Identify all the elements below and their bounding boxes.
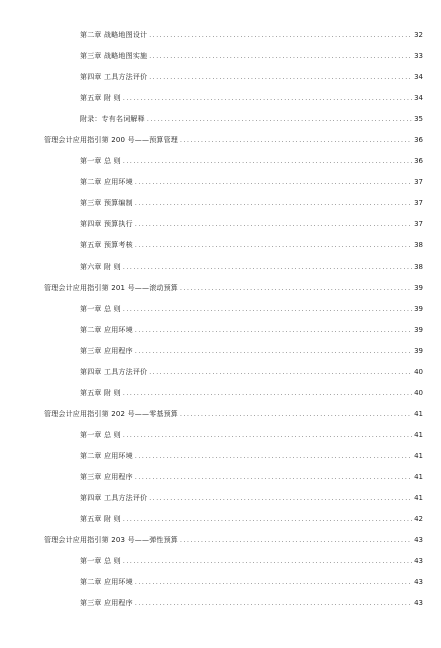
toc-entry-title: 管理会计应用指引第 200 号——预算管理 xyxy=(44,136,179,145)
toc-chapter-entry[interactable] xyxy=(0,109,441,130)
toc-entry-title: 第一章 总 则 xyxy=(80,157,121,166)
toc-page-number: 37 xyxy=(414,199,423,208)
toc-dot-leader xyxy=(149,67,412,88)
toc-chapter-entry[interactable] xyxy=(0,341,441,362)
toc-entry-title: 第三章 应用程序 xyxy=(80,346,133,355)
toc-chapter-entry[interactable] xyxy=(0,425,441,446)
toc-chapter-entry[interactable] xyxy=(0,488,441,509)
toc-page-number: 41 xyxy=(414,451,423,460)
toc-dot-leader xyxy=(180,130,412,151)
toc-dot-leader xyxy=(135,341,412,362)
toc-entry-title: 第四章 工具方法评价 xyxy=(80,494,148,503)
toc-guideline-entry[interactable] xyxy=(0,530,441,551)
toc-dot-leader xyxy=(123,299,412,320)
toc-chapter-entry[interactable] xyxy=(0,362,441,383)
toc-page-number: 37 xyxy=(414,178,423,187)
toc-chapter-entry[interactable] xyxy=(0,25,441,46)
toc-chapter-entry[interactable] xyxy=(0,151,441,172)
toc-page-number: 34 xyxy=(414,94,423,103)
toc-dot-leader xyxy=(135,467,412,488)
toc-dot-leader xyxy=(135,172,412,193)
toc-page-number: 36 xyxy=(414,157,423,166)
toc-dot-leader xyxy=(135,593,412,614)
toc-chapter-entry[interactable] xyxy=(0,467,441,488)
toc-entry-title: 第五章 附 则 xyxy=(80,515,121,524)
toc-entry-title: 第三章 应用程序 xyxy=(80,599,133,608)
toc-chapter-entry[interactable] xyxy=(0,214,441,235)
toc-entry-title: 第三章 预算编制 xyxy=(80,199,133,208)
toc-dot-leader xyxy=(123,88,412,109)
toc-page-number: 43 xyxy=(414,599,423,608)
toc-dot-leader xyxy=(123,257,412,278)
toc-page-number: 38 xyxy=(414,262,423,271)
toc-page-number: 42 xyxy=(414,515,423,524)
toc-entry-title: 第二章 应用环境 xyxy=(80,325,133,334)
toc-chapter-entry[interactable] xyxy=(0,67,441,88)
toc-page-number: 41 xyxy=(414,430,423,439)
toc-chapter-entry[interactable] xyxy=(0,383,441,404)
toc-page-number: 39 xyxy=(414,346,423,355)
toc-chapter-entry[interactable] xyxy=(0,320,441,341)
toc-entry-title: 第四章 工具方法评价 xyxy=(80,73,148,82)
toc-chapter-entry[interactable] xyxy=(0,88,441,109)
toc-page-number: 39 xyxy=(414,325,423,334)
toc-page-number: 37 xyxy=(414,220,423,229)
toc-dot-leader xyxy=(123,151,412,172)
toc-entry-title: 第五章 预算考核 xyxy=(80,241,133,250)
toc-entry-title: 附录：专有名词解释 xyxy=(80,115,145,124)
toc-entry-title: 第二章 应用环境 xyxy=(80,451,133,460)
toc-page-number: 43 xyxy=(414,578,423,587)
toc-entry-title: 第二章 应用环境 xyxy=(80,578,133,587)
toc-page-number: 34 xyxy=(414,73,423,82)
toc-dot-leader xyxy=(135,320,412,341)
toc-guideline-entry[interactable] xyxy=(0,278,441,299)
toc-page-number: 39 xyxy=(414,304,423,313)
toc-entry-title: 第四章 预算执行 xyxy=(80,220,133,229)
toc-entry-title: 第二章 战略地图设计 xyxy=(80,31,148,39)
toc-page-number: 36 xyxy=(414,136,423,145)
toc-dot-leader xyxy=(135,235,412,256)
toc-chapter-entry[interactable] xyxy=(0,509,441,530)
toc-entry-title: 第一章 总 则 xyxy=(80,304,121,313)
toc-chapter-entry[interactable] xyxy=(0,257,441,278)
toc-dot-leader xyxy=(149,46,412,67)
toc-dot-leader xyxy=(147,109,412,130)
toc-chapter-entry[interactable] xyxy=(0,172,441,193)
toc-page-number: 41 xyxy=(414,409,423,418)
toc-chapter-entry[interactable] xyxy=(0,46,441,67)
toc-chapter-entry[interactable] xyxy=(0,593,441,614)
toc-dot-leader xyxy=(135,214,412,235)
toc-dot-leader xyxy=(180,530,412,551)
toc-entry-title: 第五章 附 则 xyxy=(80,94,121,103)
toc-entry-title: 第三章 应用程序 xyxy=(80,472,133,481)
toc-page-number: 40 xyxy=(414,388,423,397)
toc-dot-leader xyxy=(149,488,412,509)
toc-page-number: 43 xyxy=(414,536,423,545)
toc-dot-leader xyxy=(149,362,412,383)
toc-dot-leader xyxy=(135,446,412,467)
toc-entry-title: 管理会计应用指引第 202 号——零基预算 xyxy=(44,409,179,418)
toc-entry-title: 第一章 总 则 xyxy=(80,557,121,566)
toc-dot-leader xyxy=(123,425,412,446)
toc-dot-leader xyxy=(135,193,412,214)
toc-entry-title: 第二章 应用环境 xyxy=(80,178,133,187)
toc-entry-title: 第五章 附 则 xyxy=(80,388,121,397)
toc-page-number: 33 xyxy=(414,52,423,61)
toc-dot-leader xyxy=(123,551,412,572)
toc-entry-title: 管理会计应用指引第 201 号——滚动预算 xyxy=(44,283,179,292)
toc-dot-leader xyxy=(180,404,412,425)
toc-page-number: 32 xyxy=(414,31,423,39)
toc-entry-title: 第四章 工具方法评价 xyxy=(80,367,148,376)
toc-page-number: 40 xyxy=(414,367,423,376)
toc-page-number: 41 xyxy=(414,472,423,481)
toc-dot-leader xyxy=(180,278,412,299)
toc-chapter-entry[interactable] xyxy=(0,299,441,320)
toc-page-number: 35 xyxy=(414,115,423,124)
toc-dot-leader xyxy=(123,509,412,530)
toc-page-number: 43 xyxy=(414,557,423,566)
toc-page-number: 39 xyxy=(414,283,423,292)
toc-page-number: 38 xyxy=(414,241,423,250)
toc-guideline-entry[interactable] xyxy=(0,404,441,425)
toc-chapter-entry[interactable] xyxy=(0,193,441,214)
toc-entry-title: 第一章 总 则 xyxy=(80,430,121,439)
toc-entry-title: 第三章 战略地图实施 xyxy=(80,52,148,61)
toc-chapter-entry[interactable] xyxy=(0,446,441,467)
toc-chapter-entry[interactable] xyxy=(0,235,441,256)
table-of-contents xyxy=(0,25,441,614)
toc-dot-leader xyxy=(149,25,412,46)
toc-chapter-entry[interactable] xyxy=(0,551,441,572)
toc-guideline-entry[interactable] xyxy=(0,130,441,151)
toc-entry-title: 管理会计应用指引第 203 号——弹性预算 xyxy=(44,536,179,545)
toc-dot-leader xyxy=(123,383,412,404)
toc-chapter-entry[interactable] xyxy=(0,572,441,593)
toc-page-number: 41 xyxy=(414,494,423,503)
toc-dot-leader xyxy=(135,572,412,593)
toc-entry-title: 第六章 附 则 xyxy=(80,262,121,271)
